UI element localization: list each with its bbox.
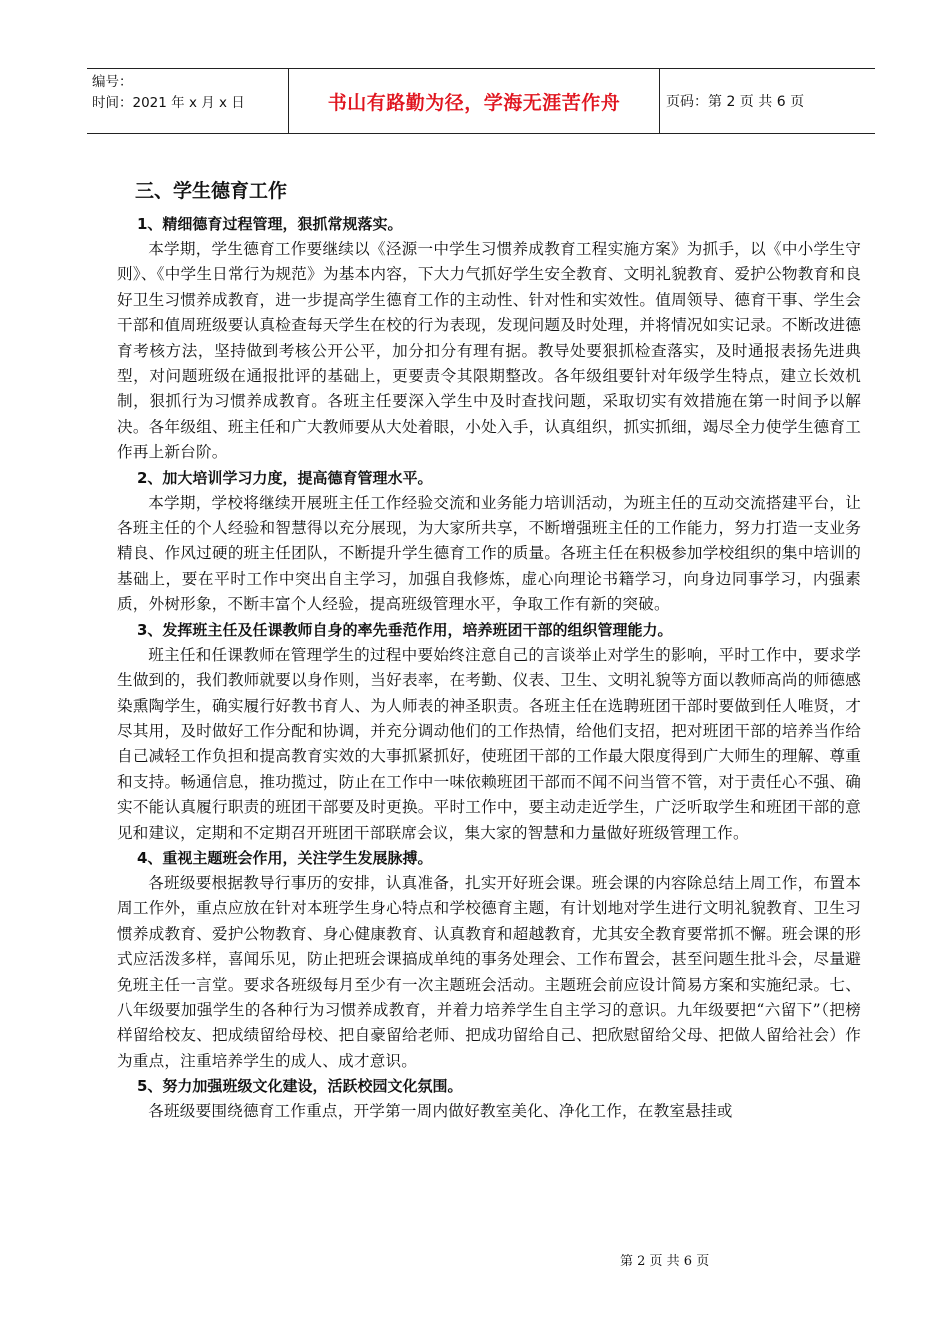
item-paragraph-1: 本学期，学生德育工作要继续以《泾源一中学生习惯养成教育工程实施方案》为抓手，以《中小学生守则》、《中学生日常行为规范》为基本内容，下大力气抓好学生安全教育、文明礼貌教育、爱护公物教育和良好卫生习惯养成教育，进一步提高学生德育工作的主动性、针对性和实效性。值周领导、德育干事、学生会干部和值周班级要认真检查每天学生在校的行为表现，发现问题及时处理，并将情况如实记录。不断改进德育考核方法，坚持做到考核公开公平，加分扣分有理有据。教导处要狠抓检查落实，及时通报表扬先进典型，对问题班级在通报批评的基础上，更要责令其限期整改。各年级组要针对年级学生特点，建立长效机制，狠抓行为习惯养成教育。各班主任要深入学生中及时查找问题，采取切实有效措施在第一时间予以解决。各年级组、班主任和广大教师要从大处着眼，小处入手，认真组织，抓实抓细，竭尽全力使学生德育工作再上新台阶。	[117, 240, 861, 462]
item-heading-1: 1、精细德育过程管理，狠抓常规落实。	[137, 215, 403, 233]
item-heading-5: 5、努力加强班级文化建设，活跃校园文化氛围。	[137, 1077, 463, 1096]
item-paragraph-5: 各班级要围绕德育工作重点，开学第一周内做好教室美化、净化工作，在教室悬挂或	[148, 1102, 733, 1121]
page-header	[87, 68, 875, 134]
header-motto: 书山有路勤为径，学海无涯苦作舟	[288, 69, 660, 133]
document-body	[117, 176, 861, 1125]
document-date: 时间：2021 年 x 月 x 日	[92, 95, 245, 111]
item-heading-4: 4、重视主题班会作用，关注学生发展脉搏。	[137, 848, 433, 867]
item-heading-3: 3、发挥班主任及任课教师自身的率先垂范作用，培养班团干部的组织管理能力。	[137, 620, 673, 639]
header-page-info: 页码：第 2 页 共 6 页	[666, 94, 805, 110]
header-meta	[87, 69, 288, 133]
item-heading-2: 2、加大培训学习力度，提高德育管理水平。	[137, 468, 433, 487]
item-paragraph-3: 班主任和任课教师在管理学生的过程中要始终注意自己的言谈举止对学生的影响，平时工作中，要求学生做到的，我们教师就要以身作则，当好表率，在考勤、仪表、卫生、文明礼貌等方面以教师高尚的师德感染熏陶学生，确实履行好教书育人、为人师表的神圣职责。各班主任在选聘班团干部时要做到任人唯贤，才尽其用，及时做好工作分配和协调，并充分调动他们的工作热情，给他们支招，把对班团干部的培养当作给自己减轻工作负担和提高教育实效的大事抓紧抓好，使班团干部的工作最大限度得到广大师生的理解、尊重和支持。畅通信息，推功揽过，防止在工作中一味依赖班团干部而不闻不问当管不管，对于责任心不强、确实不能认真履行职责的班团干部要及时更换。平时工作中，要主动走近学生，广泛听取学生和班团干部的意见和建议，定期和不定期召开班团干部联席会议，集大家的智慧和力量做好班级管理工作。	[117, 645, 861, 842]
item-paragraph-4: 各班级要根据教导行事历的安排，认真准备，扎实开好班会课。班会课的内容除总结上周工作，布置本周工作外，重点应放在针对本班学生身心特点和学校德育主题，有计划地对学生进行文明礼貌教育、卫生习惯养成教育、爱护公物教育、身心健康教育、认真教育和超越教育，尤其安全教育要常抓不懈。班会课的形式应活泼多样，喜闻乐见，防止把班会课搞成单纯的事务处理会、工作布置会，甚至问题生批斗会，尽量避免班主任一言堂。要求各班级每月至少有一次主题班会活动。主题班会前应设计简易方案和实施纪录。七、八年级要加强学生的各种行为习惯养成教育，并着力培养学生自主学习的意识。九年级要把“六留下”（把榜样留给校友、把成绩留给母校、把自豪留给老师、把成功留给自己、把欣慰留给父母、把做人留给社会）作为重点，注重培养学生的成人、成才意识。	[117, 873, 861, 1070]
section-title: 三、学生德育工作	[135, 180, 288, 202]
document-number-label: 编号：	[92, 74, 133, 90]
item-paragraph-2: 本学期，学校将继续开展班主任工作经验交流和业务能力培训活动，为班主任的互动交流搭建平台，让各班主任的个人经验和智慧得以充分展现，为大家所共享，不断增强班主任的工作能力，努力打造一支业务精良、作风过硬的班主任团队，不断提升学生德育工作的质量。各班主任在积极参加学校组织的集中培训的基础上，要在平时工作中突出自主学习，加强自我修炼，虚心向理论书籍学习，向身边同事学习，内强素质，外树形象，不断丰富个人经验，提高班级管理水平，争取工作有新的突破。	[117, 493, 861, 614]
page-footer: 第 2 页 共 6 页	[620, 1254, 710, 1269]
